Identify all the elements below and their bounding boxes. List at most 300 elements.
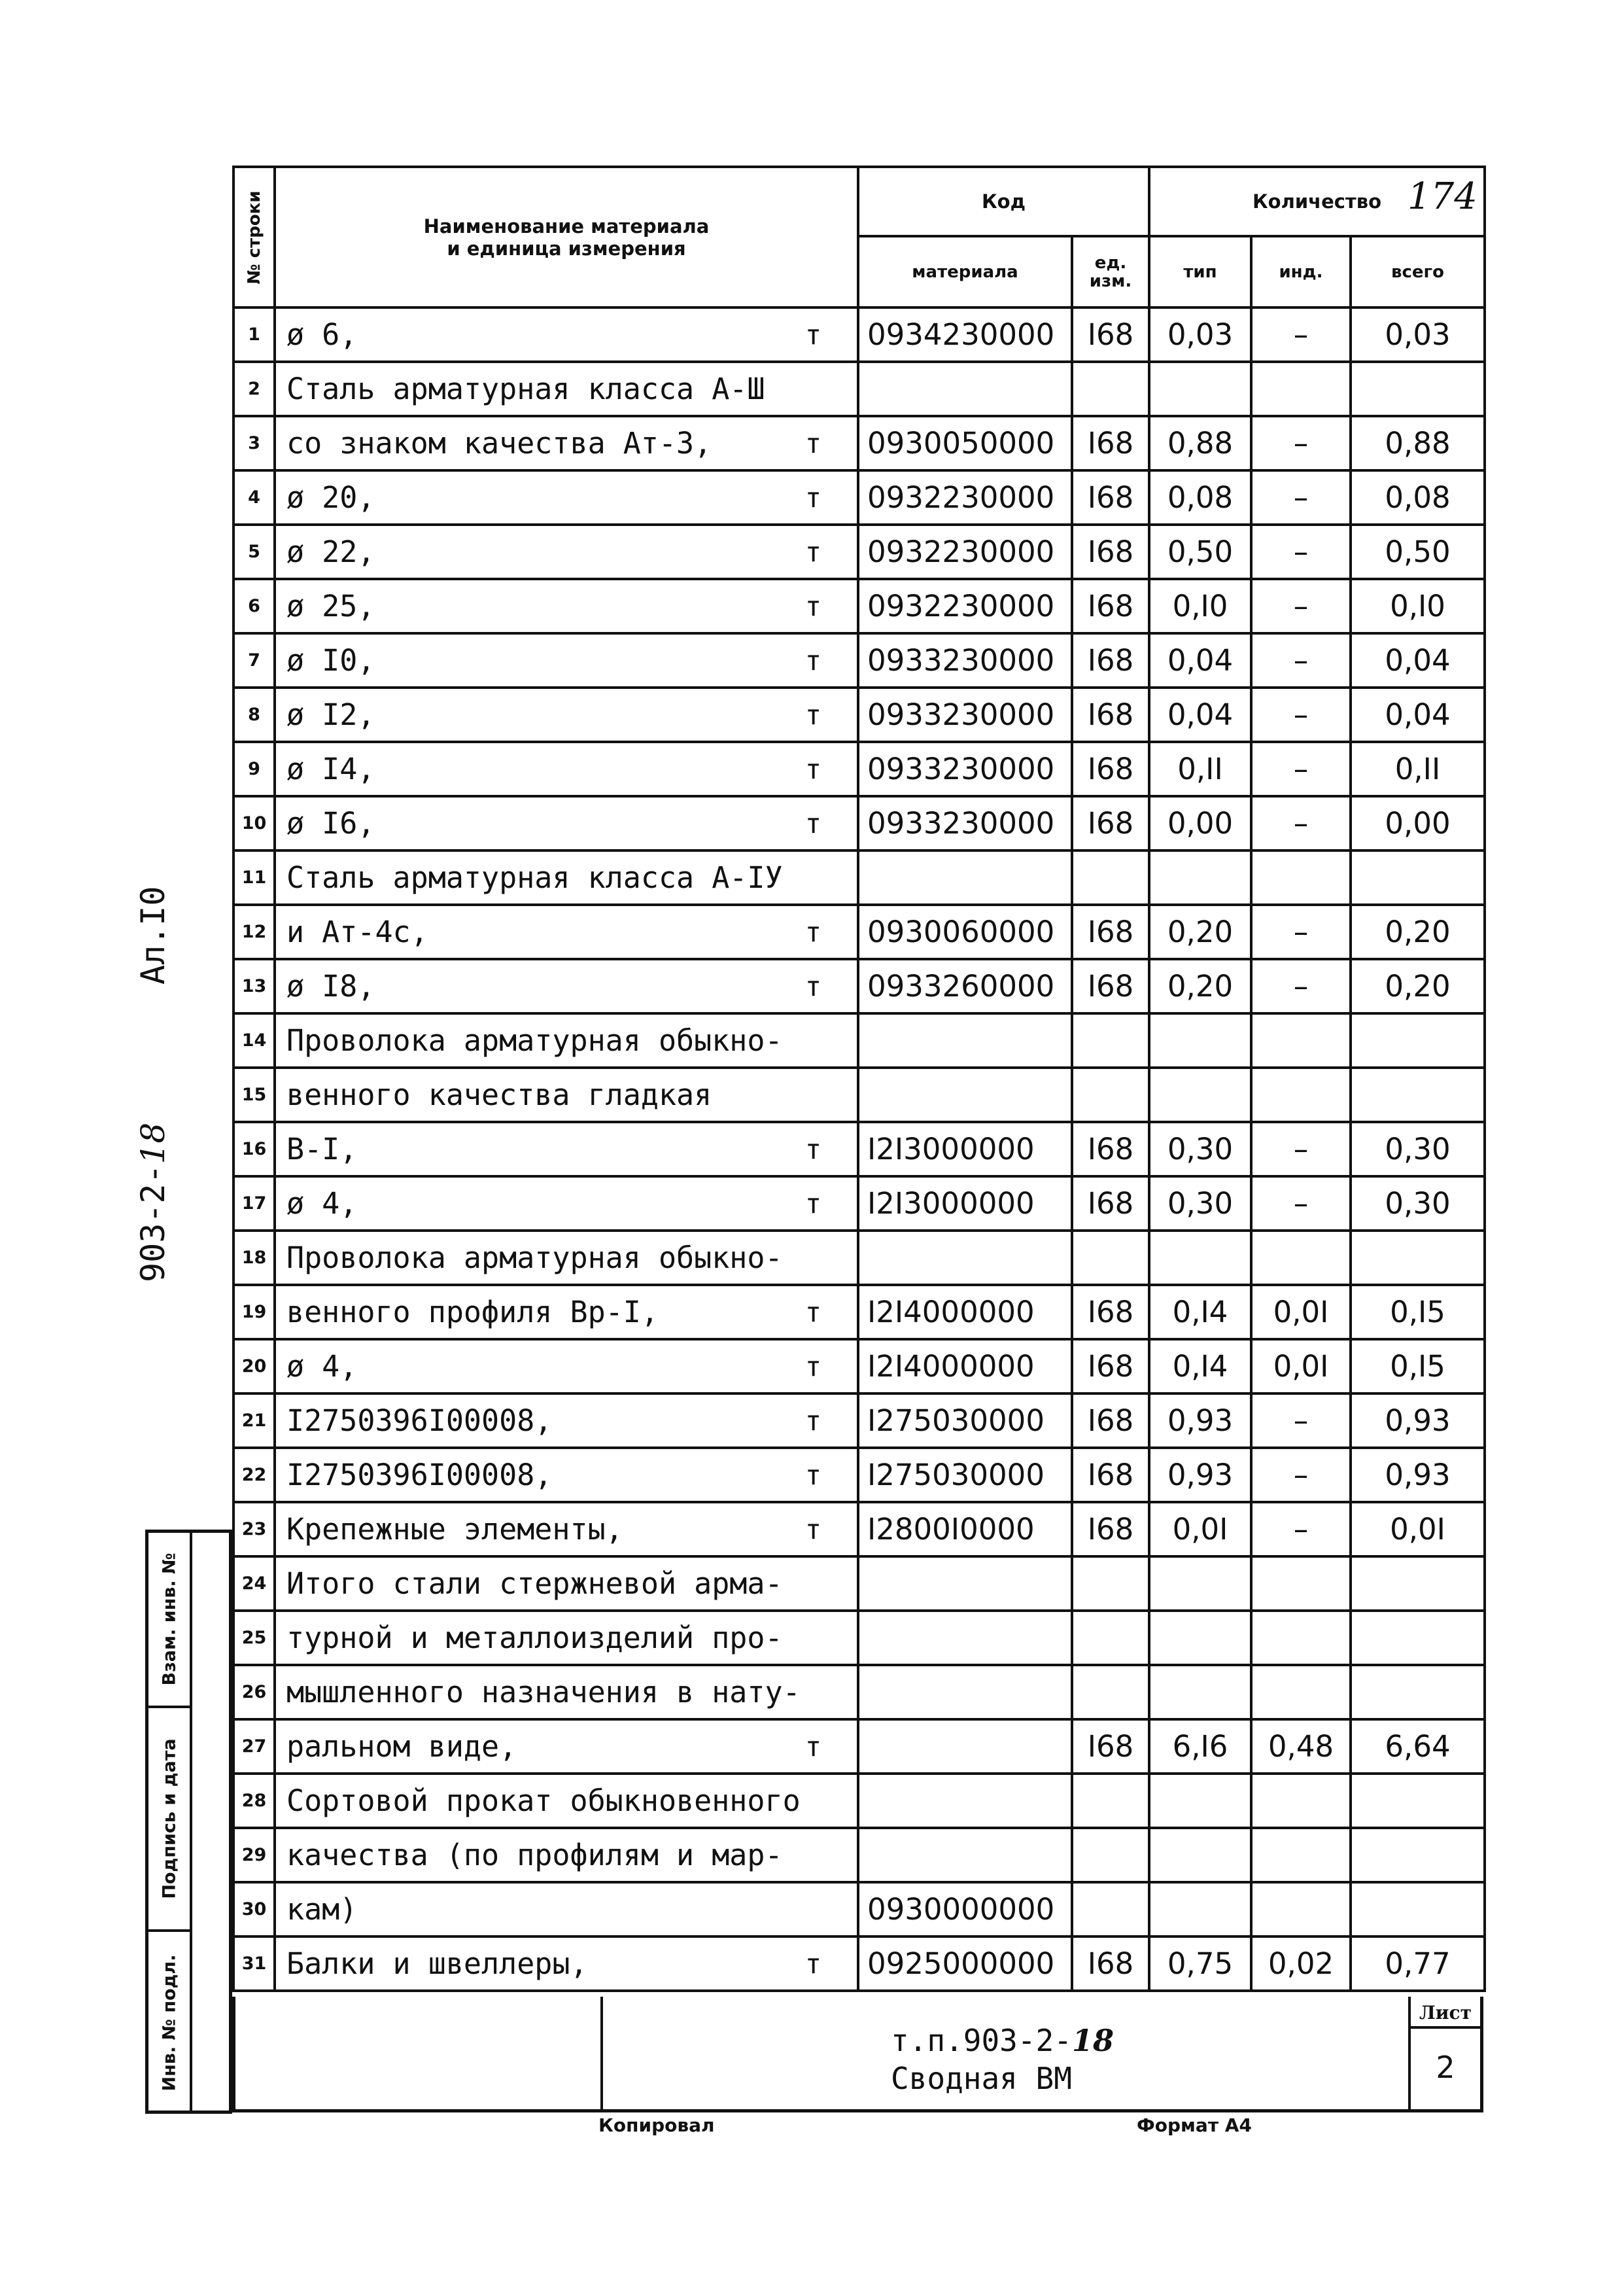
row-number (233, 1828, 275, 1882)
qty-ind (1251, 1068, 1351, 1122)
qty-total (1351, 1936, 1485, 1991)
row-number-text: 1 (248, 324, 260, 345)
header-row-number: № строки (233, 167, 275, 307)
unit-label: т (804, 916, 821, 948)
table-row (233, 1719, 1485, 1774)
material-code (858, 470, 1072, 525)
row-number-text: 26 (241, 1682, 267, 1702)
material-name-text: Сталь арматурная класса А-Ш (286, 372, 765, 406)
unit-code-text: I68 (1087, 1349, 1134, 1384)
unit-code-text: I68 (1087, 589, 1134, 623)
row-number (233, 1013, 275, 1068)
table-row (233, 579, 1485, 633)
qty-type-text: 6,I6 (1172, 1729, 1228, 1764)
qty-ind (1251, 1448, 1351, 1502)
row-number (233, 633, 275, 688)
material-name (275, 1774, 858, 1828)
material-code (858, 1013, 1072, 1068)
row-number-text: 28 (241, 1791, 267, 1811)
qty-type (1149, 1882, 1251, 1936)
unit-code (1072, 579, 1149, 633)
material-name-text: ø 20, (286, 480, 375, 515)
unit-code-text: I68 (1087, 1946, 1134, 1981)
table-row (233, 1122, 1485, 1176)
qty-ind (1251, 579, 1351, 633)
material-code (858, 1068, 1072, 1122)
material-code (858, 525, 1072, 579)
material-code (858, 416, 1072, 470)
material-name-text: ø 6, (286, 317, 358, 352)
unit-code (1072, 362, 1149, 416)
material-name (275, 688, 858, 742)
material-name (275, 1231, 858, 1285)
material-code (858, 1828, 1072, 1882)
material-name (275, 796, 858, 850)
material-name (275, 1556, 858, 1611)
row-number-text: 30 (241, 1899, 267, 1919)
qty-type (1149, 1774, 1251, 1828)
row-number-text: 25 (241, 1628, 267, 1648)
material-name-text: I2750396I00008, (286, 1458, 553, 1492)
material-code (858, 1882, 1072, 1936)
row-number (233, 362, 275, 416)
row-number (233, 470, 275, 525)
qty-total-text: 0,30 (1385, 1186, 1451, 1221)
material-name (275, 1448, 858, 1502)
material-code (858, 742, 1072, 796)
qty-total (1351, 1339, 1485, 1393)
row-number (233, 1882, 275, 1936)
material-name-text: ø I8, (286, 969, 375, 1004)
table-row (233, 1068, 1485, 1122)
qty-ind (1251, 1611, 1351, 1665)
qty-type-text: 0,93 (1167, 1403, 1234, 1438)
row-number (233, 579, 275, 633)
qty-total-text: 0,00 (1385, 806, 1451, 841)
material-name-text: ø 4, (286, 1186, 358, 1221)
qty-type-text: 0,I4 (1172, 1349, 1228, 1384)
table-row (233, 1611, 1485, 1665)
table-row (233, 742, 1485, 796)
sheet-label: Лист (1419, 2002, 1472, 2023)
row-number (233, 1556, 275, 1611)
unit-label: т (804, 1133, 821, 1165)
qty-ind (1251, 1556, 1351, 1611)
qty-type (1149, 307, 1251, 362)
qty-type-text: 0,50 (1167, 534, 1234, 569)
qty-type (1149, 525, 1251, 579)
strip-signature-date: Подпись и дата (148, 1708, 190, 1932)
row-number (233, 1393, 275, 1448)
qty-ind (1251, 850, 1351, 905)
qty-total (1351, 579, 1485, 633)
header-qty-total: всего (1351, 236, 1485, 307)
qty-ind-text: – (1293, 697, 1309, 732)
unit-code-text: I68 (1087, 317, 1134, 352)
material-code (858, 1502, 1072, 1556)
handwritten-mark: 174 (1408, 175, 1477, 218)
unit-code (1072, 1068, 1149, 1122)
row-number (233, 1665, 275, 1719)
qty-ind-text: – (1293, 1403, 1309, 1438)
qty-total (1351, 362, 1485, 416)
unit-label: т (804, 1948, 821, 1980)
unit-code (1072, 633, 1149, 688)
qty-ind (1251, 633, 1351, 688)
material-name (275, 1611, 858, 1665)
qty-type (1149, 1502, 1251, 1556)
qty-type-text: 0,I0 (1172, 589, 1228, 623)
material-code (858, 1285, 1072, 1339)
qty-total-text: 0,04 (1385, 697, 1451, 732)
row-number (233, 1611, 275, 1665)
unit-code-text: I68 (1087, 915, 1134, 949)
qty-ind-text: – (1293, 1458, 1309, 1492)
qty-ind-text: – (1293, 426, 1309, 461)
row-number (233, 1774, 275, 1828)
material-code (858, 905, 1072, 959)
qty-total (1351, 1231, 1485, 1285)
row-number (233, 1502, 275, 1556)
unit-code (1072, 1393, 1149, 1448)
row-number-text: 5 (248, 542, 260, 562)
qty-total (1351, 905, 1485, 959)
material-name (275, 1882, 858, 1936)
row-number-text: 9 (248, 759, 260, 779)
qty-ind (1251, 307, 1351, 362)
row-number-text: 16 (241, 1139, 267, 1159)
table-row (233, 850, 1485, 905)
row-number-text: 27 (241, 1736, 267, 1757)
qty-total-text: 0,88 (1385, 426, 1451, 461)
material-name (275, 1665, 858, 1719)
qty-ind (1251, 1665, 1351, 1719)
qty-type-text: 0,04 (1167, 697, 1234, 732)
qty-ind-text: – (1293, 969, 1309, 1004)
qty-type-text: 0,88 (1167, 426, 1234, 461)
material-code-text: 0932230000 (867, 589, 1055, 623)
unit-code (1072, 1828, 1149, 1882)
material-code-text: 0934230000 (867, 317, 1055, 352)
qty-ind (1251, 959, 1351, 1013)
unit-code (1072, 1176, 1149, 1231)
material-code-text: 0933230000 (867, 643, 1055, 678)
qty-total (1351, 850, 1485, 905)
unit-code-text: I68 (1087, 1512, 1134, 1547)
row-number-text: 29 (241, 1845, 267, 1865)
unit-code (1072, 416, 1149, 470)
material-name (275, 1502, 858, 1556)
unit-label: т (804, 1187, 821, 1219)
qty-ind (1251, 1176, 1351, 1231)
unit-code (1072, 850, 1149, 905)
qty-type (1149, 470, 1251, 525)
material-name-text: ø I4, (286, 752, 375, 786)
unit-code-text: I68 (1087, 1403, 1134, 1438)
qty-type-text: 0,20 (1167, 969, 1234, 1004)
material-code (858, 1393, 1072, 1448)
unit-code (1072, 1882, 1149, 1936)
material-name (275, 525, 858, 579)
material-name-text: I2750396I00008, (286, 1403, 553, 1438)
material-code-text: 0930000000 (867, 1892, 1055, 1927)
qty-type (1149, 959, 1251, 1013)
table-row (233, 307, 1485, 362)
material-name-text: ø I2, (286, 697, 375, 732)
material-code-text: I2I4000000 (867, 1295, 1035, 1329)
table-row (233, 1339, 1485, 1393)
qty-type (1149, 1339, 1251, 1393)
table-row (233, 796, 1485, 850)
unit-label: т (804, 753, 821, 785)
qty-type-text: 0,30 (1167, 1186, 1234, 1221)
row-number (233, 1285, 275, 1339)
qty-total (1351, 1611, 1485, 1665)
material-name (275, 579, 858, 633)
qty-ind-text: – (1293, 534, 1309, 569)
side-document-code (134, 886, 172, 1282)
qty-type-text: 0,00 (1167, 806, 1234, 841)
qty-ind (1251, 1013, 1351, 1068)
qty-type-text: 0,03 (1167, 317, 1234, 352)
material-name-text: кам) (286, 1892, 358, 1927)
qty-type (1149, 1665, 1251, 1719)
qty-ind (1251, 362, 1351, 416)
row-number (233, 1719, 275, 1774)
row-number-text: 17 (241, 1193, 267, 1214)
footer-copied: Копировал (598, 2114, 715, 2136)
material-code (858, 1122, 1072, 1176)
material-name (275, 1719, 858, 1774)
material-code-text: 0933230000 (867, 806, 1055, 841)
header-qty-type: тип (1149, 236, 1251, 307)
table-row (233, 959, 1485, 1013)
qty-type-text: 0,20 (1167, 915, 1234, 949)
qty-total-text: 0,30 (1385, 1132, 1451, 1166)
material-code-text: 0932230000 (867, 480, 1055, 515)
qty-total (1351, 1665, 1485, 1719)
title-code: т.п.903-2- (891, 2023, 1072, 2058)
qty-type-text: 0,30 (1167, 1132, 1234, 1166)
material-name-text: ø 4, (286, 1349, 358, 1384)
material-code (858, 362, 1072, 416)
row-number-text: 19 (241, 1302, 267, 1322)
qty-type (1149, 1719, 1251, 1774)
table-row (233, 1285, 1485, 1339)
material-code (858, 1665, 1072, 1719)
unit-label: т (804, 644, 821, 676)
qty-ind-text: – (1293, 589, 1309, 623)
unit-label: т (804, 970, 821, 1002)
unit-code (1072, 1013, 1149, 1068)
qty-ind (1251, 1339, 1351, 1393)
material-name-text: ø 25, (286, 589, 375, 623)
unit-code-text: I68 (1087, 643, 1134, 678)
material-code (858, 1719, 1072, 1774)
qty-total (1351, 1068, 1485, 1122)
row-number-text: 23 (241, 1519, 267, 1539)
qty-total-text: 0,I0 (1390, 589, 1445, 623)
qty-type (1149, 905, 1251, 959)
qty-total-text: 0,93 (1385, 1458, 1451, 1492)
table-row (233, 1774, 1485, 1828)
material-name (275, 1068, 858, 1122)
qty-ind (1251, 470, 1351, 525)
material-name-text: венного качества гладкая (286, 1077, 712, 1112)
qty-type-text: 0,08 (1167, 480, 1234, 515)
qty-type (1149, 633, 1251, 688)
material-name-text: турной и металлоизделий про- (286, 1621, 783, 1655)
row-number-text: 18 (241, 1248, 267, 1268)
row-number-text: 31 (241, 1953, 267, 1974)
qty-ind-text: – (1293, 1512, 1309, 1547)
qty-ind (1251, 1122, 1351, 1176)
qty-total (1351, 1774, 1485, 1828)
table-row (233, 1665, 1485, 1719)
qty-total-text: 0,20 (1385, 969, 1451, 1004)
material-code (858, 1774, 1072, 1828)
material-name-text: и Ат-4с, (286, 915, 428, 949)
qty-total (1351, 1719, 1485, 1774)
qty-type (1149, 1013, 1251, 1068)
unit-code-text: I68 (1087, 1729, 1134, 1764)
material-code-text: I2I4000000 (867, 1349, 1035, 1384)
qty-total (1351, 688, 1485, 742)
header-code-unit: ед. изм. (1072, 236, 1149, 307)
unit-code (1072, 1502, 1149, 1556)
table-row (233, 905, 1485, 959)
material-code (858, 1936, 1072, 1991)
material-name (275, 905, 858, 959)
material-name-text: Крепежные элементы, (286, 1512, 623, 1547)
material-name-text: ø I0, (286, 643, 375, 678)
unit-code (1072, 525, 1149, 579)
qty-type (1149, 850, 1251, 905)
unit-code (1072, 1665, 1149, 1719)
material-code-text: 0933260000 (867, 969, 1055, 1004)
row-number-text: 7 (248, 650, 260, 671)
row-number (233, 688, 275, 742)
material-name (275, 633, 858, 688)
unit-label: т (804, 699, 821, 731)
material-code (858, 1556, 1072, 1611)
qty-total (1351, 416, 1485, 470)
unit-code-text: I68 (1087, 1458, 1134, 1492)
row-number-text: 15 (241, 1085, 267, 1105)
unit-code-text: I68 (1087, 969, 1134, 1004)
unit-label: т (804, 1730, 821, 1762)
material-code (858, 1339, 1072, 1393)
qty-ind-text: 0,0I (1273, 1349, 1329, 1384)
qty-ind (1251, 1828, 1351, 1882)
row-number (233, 416, 275, 470)
table-body (233, 307, 1485, 1991)
side-code-hand: 18 (134, 1122, 172, 1165)
material-name-text: мышленного назначения в нату- (286, 1675, 801, 1709)
row-number (233, 1936, 275, 1991)
qty-type-text: 0,75 (1167, 1946, 1234, 1981)
unit-code-text: I68 (1087, 534, 1134, 569)
qty-type (1149, 579, 1251, 633)
sheet-number: 2 (1436, 2050, 1455, 2085)
qty-total (1351, 1176, 1485, 1231)
material-name (275, 1393, 858, 1448)
qty-type (1149, 1556, 1251, 1611)
qty-ind (1251, 525, 1351, 579)
qty-type (1149, 1828, 1251, 1882)
title-code-hand: 18 (1071, 2023, 1114, 2058)
qty-total (1351, 742, 1485, 796)
qty-total (1351, 1556, 1485, 1611)
unit-code (1072, 1719, 1149, 1774)
qty-ind (1251, 1285, 1351, 1339)
qty-type (1149, 1122, 1251, 1176)
qty-ind (1251, 905, 1351, 959)
row-number (233, 1122, 275, 1176)
qty-total (1351, 1502, 1485, 1556)
qty-ind-text: – (1293, 317, 1309, 352)
table-row (233, 688, 1485, 742)
qty-total-text: 0,II (1394, 752, 1441, 786)
row-number (233, 959, 275, 1013)
qty-total (1351, 307, 1485, 362)
qty-ind-text: – (1293, 752, 1309, 786)
row-number-text: 8 (248, 705, 260, 725)
qty-total-text: 0,03 (1385, 317, 1451, 352)
row-number-text: 14 (241, 1030, 267, 1051)
material-code-text: 0930050000 (867, 426, 1055, 461)
material-name (275, 1013, 858, 1068)
table-row (233, 1502, 1485, 1556)
material-name-text: ø I6, (286, 806, 375, 841)
row-number-text: 22 (241, 1465, 267, 1485)
unit-code (1072, 1122, 1149, 1176)
material-name-text: качества (по профилям и мар- (286, 1838, 783, 1872)
qty-ind (1251, 1774, 1351, 1828)
table-row (233, 1393, 1485, 1448)
unit-code (1072, 1285, 1149, 1339)
qty-total (1351, 959, 1485, 1013)
qty-type (1149, 1231, 1251, 1285)
materials-table (232, 166, 1486, 1992)
qty-ind (1251, 1231, 1351, 1285)
unit-code (1072, 1556, 1149, 1611)
material-name-text: со знаком качества Ат-3, (286, 426, 712, 461)
qty-total-text: 0,04 (1385, 643, 1451, 678)
qty-ind (1251, 742, 1351, 796)
material-code-text: 0932230000 (867, 534, 1055, 569)
unit-label: т (804, 482, 821, 514)
unit-code-text: I68 (1087, 426, 1134, 461)
material-code-text: 0925000000 (867, 1946, 1055, 1981)
qty-ind-text: 0,0I (1273, 1295, 1329, 1329)
row-number-text: 21 (241, 1410, 267, 1431)
unit-code-text: I68 (1087, 1295, 1134, 1329)
row-number (233, 1068, 275, 1122)
material-name (275, 1339, 858, 1393)
title-block (232, 1997, 1483, 2112)
title-subtitle: Сводная ВМ (891, 2061, 1072, 2096)
approval-strip (145, 1530, 232, 2114)
unit-label: т (804, 1459, 821, 1491)
material-name-text: Сортовой прокат обыкновенного (286, 1783, 801, 1818)
row-number-text: 20 (241, 1356, 267, 1376)
qty-type (1149, 1936, 1251, 1991)
material-code (858, 1231, 1072, 1285)
qty-total (1351, 1013, 1485, 1068)
unit-code (1072, 470, 1149, 525)
unit-label: т (804, 1405, 821, 1437)
